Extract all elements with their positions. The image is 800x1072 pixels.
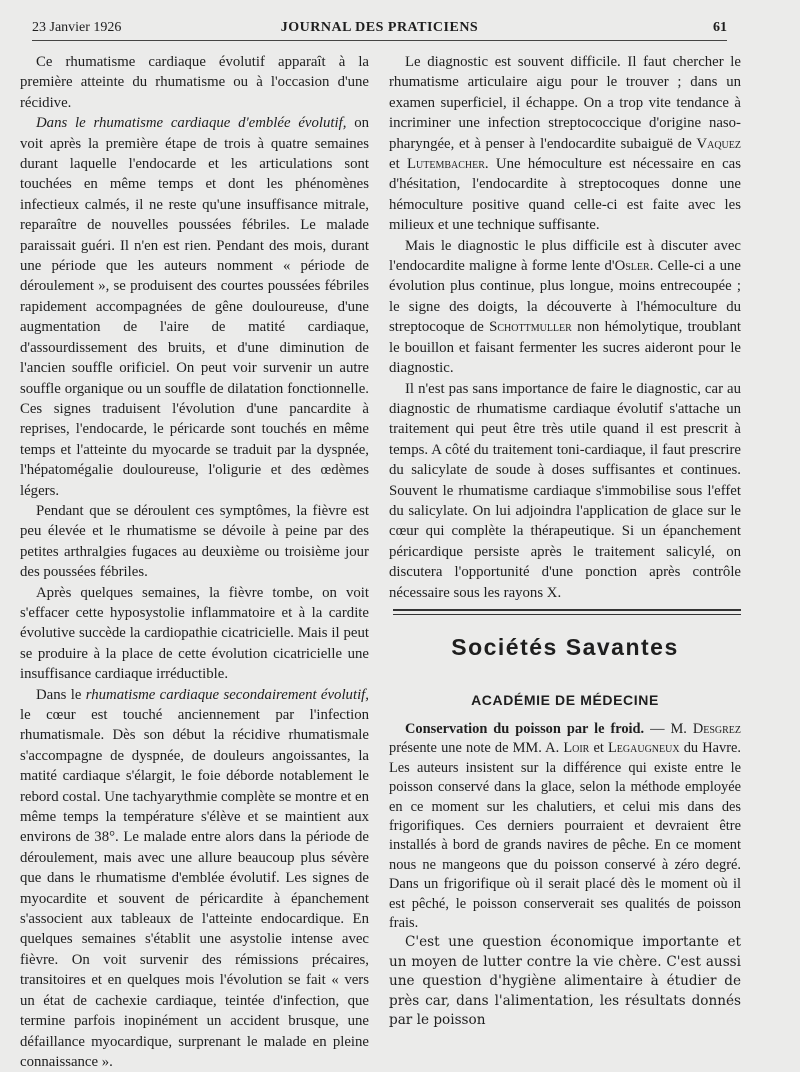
author-name: Vaquez bbox=[696, 135, 741, 152]
paragraph-text: non hémolytique, troublant le bouillon et faisant fermenter les sucres aideront pour le diagnostic. bbox=[389, 319, 741, 377]
article-lead: Conservation du poisson par le froid. bbox=[405, 721, 645, 737]
author-name: Desgrez bbox=[692, 721, 741, 737]
section-divider bbox=[393, 614, 741, 615]
author-name: Legaugneux bbox=[608, 740, 680, 757]
paragraph bbox=[20, 685, 369, 1072]
paragraph bbox=[389, 52, 741, 236]
section-subtitle: ACADÉMIE DE MÉDECINE bbox=[471, 692, 659, 708]
paragraph: Après quelques semaines, la fièvre tombe, on voit s'effacer cette hyposystolie inflammatoire et à la cardite évolutive succède la cardiopathie cicatricielle. Mais il peut se produire à la place de cette évolution cicatricielle une insuffisance cardiaque irréductible. bbox=[20, 584, 369, 683]
header-journal-title: JOURNAL DES PRATICIENS bbox=[280, 20, 479, 35]
author-name: Osler bbox=[614, 258, 650, 275]
paragraph-text: et bbox=[389, 156, 407, 173]
paragraph-text: et bbox=[589, 740, 608, 757]
paragraph-text: le cœur est touché anciennement par l'infection rhumatismale. Dès son début la récidive rhumatismale s'accompagne de dyspnée, de douleurs angoissantes, la matité cardiaque s'élargit, le foie déborde notablement le rebord costal. Une tachyarythmie complète se montre et en même temps la température s'élève et se maintient aux environs de 38°. Le malade entre alors dans la période de déroulement, mais avec une allure beaucoup plus sévère que dans le rhumatisme d'emblée évolutif. Les signes de myocardite et souvent de péricardite à épanchement s'associent aux tableaux de l'atteinte endocardique. En quelques semaines s'établit une asystolie intense avec fièvre. On voit survenir des rémissions précaires, transitoires et en quelques mois l'évolution se fait « vers un état de cachexie cardiaque, teintée d'infection, que termine parfois inopinément un accident brusque, une défaillance myocardique, surprenant le malade en pleine connaissance ». bbox=[20, 707, 369, 1070]
paragraph: C'est une question économique importante et un moyen de lutter contre la vie chère. C'est aussi une question d'hygiène alimentaire à étudier de près car, dans l'alimentation, les résultats donnés par le poisson bbox=[389, 934, 741, 1029]
paragraph: Il n'est pas sans importance de faire le diagnostic, car au diagnostic de rhumatisme cardiaque évolutif s'attache un traitement qui peut être très utile quand il est prescrit à temps. A côté du traitement toni-cardiaque, il faut prescrire du salicylate de soude à doses suffisantes et continues. Souvent le rhumatisme cardiaque s'immobilise sous l'effet du salicylate. On lui adjoindra l'application de glace sur le cœur qui complète la thérapeutique. Si un épanchement péricardique persiste après le traitement salicylé, on discutera l'opportunité d'une ponction après contrôle nécessaire sous les rayons X. bbox=[389, 380, 741, 601]
paragraph-text: . Celle-ci a une évolution plus continue, plus longue, moins entrecoupée ; le signe des doigts, la découverte à l'hémoculture du streptocoque de bbox=[389, 258, 741, 336]
paragraph-text: Dans le bbox=[36, 686, 86, 703]
paragraph-text: présente une note de MM. A. bbox=[389, 740, 564, 757]
paragraph-text: Le diagnostic est souvent difficile. Il faut chercher le rhumatisme articulaire aigu pour le trouver ; dans un examen superficiel, il échappe. On a trop vite tendance à incriminer une infection streptococcique d'origine naso-pharyngée, et à penser à l'endocardite subaiguë de bbox=[389, 54, 741, 152]
paragraph: Ce rhumatisme cardiaque évolutif apparaît à la première atteinte du rhumatisme ou à l'occasion d'une récidive. bbox=[20, 54, 369, 111]
section-title: Sociétés Savantes bbox=[451, 634, 679, 660]
italic-heading: rhumatisme cardiaque secondairement évolutif, bbox=[85, 686, 369, 703]
author-name: Lutembacher bbox=[406, 156, 485, 173]
news-column bbox=[389, 720, 741, 1031]
paragraph-text: . Une hémoculture est nécessaire en cas d'hésitation, l'endocardite à streptocoques donne une hémoculture positive quand celle-ci est faite avec les milieux et une technique suffisante. bbox=[389, 156, 741, 234]
paragraph-text: Mais le diagnostic le plus difficile est à discuter avec l'endocardite maligne à forme lente d' bbox=[389, 237, 741, 275]
italic-heading: Dans le rhumatisme cardiaque d'emblée évolutif, bbox=[36, 115, 347, 132]
right-column bbox=[389, 52, 741, 603]
author-name: Loir bbox=[563, 740, 590, 757]
left-column bbox=[20, 52, 369, 1072]
paragraph bbox=[20, 113, 369, 501]
author-name: Schottmuller bbox=[489, 319, 572, 336]
paragraph bbox=[389, 720, 741, 933]
paragraph bbox=[389, 236, 741, 379]
paragraph-text: on voit après la première étape de trois à quatre semaines durant laquelle l'endocarde et les articulations sont touchées en même temps et dont les phénomènes infectieux calmés, il ne reste qu'une insuffisance mitrale, reparaître de nouvelles poussées fébriles. Le malade paraissait guéri. Il n'en est rien. Pendant des mois, durant une période que les auteurs nomment « période de déroulement », se produisent des courtes poussées fébriles rapidement accompagnées de gêne douloureuse, d'une augmentation de l'aire de matité cardiaque, d'assourdissement des bruits, et d'une diminution de l'ancien souffle orificiel. On peut voir survenir un autre souffle organique ou un souffle de dilatation fonctionnelle. Ces signes traduisent l'évolution d'une pancardite à reprises, l'endocarde, le péricarde sont touchés en même temps et l'atteinte du myocarde se traduit par la dyspnée, l'hépatomégalie douloureuse, l'oligurie et des œdèmes légers. bbox=[20, 115, 369, 499]
section-divider bbox=[393, 609, 741, 611]
paragraph-text: — M. bbox=[644, 721, 693, 737]
paragraph: Pendant que se déroulent ces symptômes, la fièvre est peu élevée et le rhumatisme se dévoile à peine par des petites arthralgies fugaces au deuxième ou troisième jour des poussées fébriles. bbox=[20, 502, 369, 581]
paragraph-text: du Havre. Les auteurs insistent sur la différence qui existe entre le poisson conservé dans la glace, selon la méthode employée en ce moment sur les chalutiers, et celui mis dans des frigorifiques. Ces derniers pourraient et devraient être installés à bord de grands navires de pêche. En ce moment nous ne mangeons que du poisson conservé à zéro degré. Dans un frigorifique où il serait placé dès le moment où il est pêché, le poisson conserverait ses qualités de poisson frais. bbox=[389, 740, 741, 932]
header-date: 23 Janvier 1926 bbox=[32, 20, 122, 35]
header-page-number: 61 bbox=[713, 20, 727, 35]
running-header bbox=[32, 18, 727, 41]
